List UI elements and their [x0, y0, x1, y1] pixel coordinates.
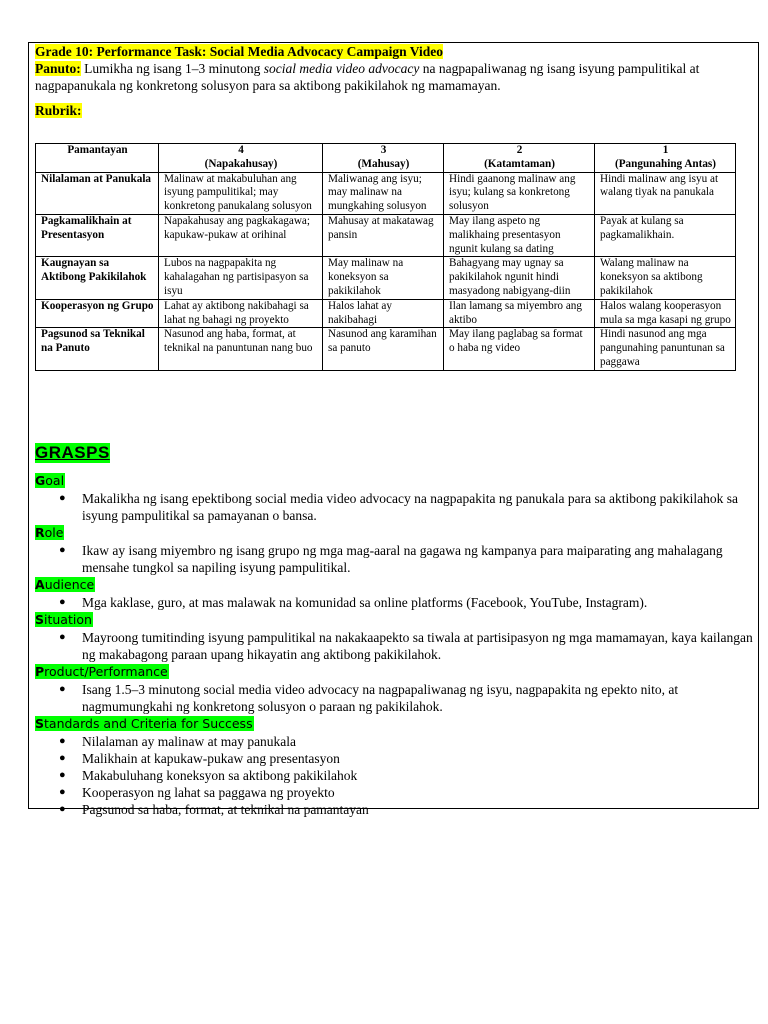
- item-text: Makalikha ng isang epektibong social media video advocacy na nagpapakita ng panukala para sa aktibong pakikilahok sa isyung pampulitikal sa pamayanan o bansa.: [82, 491, 739, 523]
- list-item: [35, 594, 755, 611]
- rubric-cell: Walang malinaw na koneksyon sa aktibong pakikilahok: [595, 257, 736, 299]
- header-score-4: [159, 144, 323, 173]
- list-item: [35, 490, 755, 524]
- label-rest: ituation: [44, 612, 92, 627]
- header-pamantayan: [36, 144, 159, 173]
- table-row: [36, 328, 736, 370]
- table-row: [36, 214, 736, 256]
- rubric-cell: Halos walang kooperasyon mula sa mga kasapi ng grupo: [595, 299, 736, 328]
- rubrik-label-text: Rubrik:: [35, 103, 82, 118]
- score-number: 2: [516, 144, 523, 156]
- bullet-icon: ●: [59, 683, 66, 695]
- rubric-cell: Hindi nasunod ang mga pangunahing panuntunan sa paggawa: [595, 328, 736, 370]
- score-number: 3: [380, 144, 387, 156]
- rubric-cell: Maliwanag ang isyu; may malinaw na mungkahing solusyon: [323, 172, 444, 214]
- document-body: [35, 44, 755, 817]
- rubric-cell: Lahat ay aktibong nakibahagi sa lahat ng bahagi ng proyekto: [159, 299, 323, 328]
- label-initial: G: [35, 473, 46, 488]
- rubric-header-row: [36, 144, 736, 173]
- score-label: (Mahusay): [357, 157, 410, 170]
- panuto-text-italic: social media video advocacy: [263, 61, 420, 76]
- instructions: [35, 60, 755, 94]
- label-initial: S: [35, 716, 45, 731]
- rubric-cell: Ilan lamang sa miyembro ang aktibo: [444, 299, 595, 328]
- rubric-cell: Bahagyang may ugnay sa pakikilahok ngunit hindi masyadong nabigyang-diin: [444, 257, 595, 299]
- bullet-icon: ●: [59, 752, 66, 764]
- grasps-sections: [35, 472, 755, 818]
- label-rest: roduct/Performance: [44, 664, 168, 679]
- rubric-cell: May ilang aspeto ng malikhaing presentasyon ngunit kulang sa dating: [444, 214, 595, 256]
- rubric-cell: May ilang paglabag sa format o haba ng video: [444, 328, 595, 370]
- score-number: 4: [238, 144, 244, 156]
- grasps-section-situation: [35, 611, 755, 663]
- grasps-section-standards: [35, 715, 755, 818]
- panuto-text-after: na nagpapaliwanag ng isang isyung pampulitikal at nagpapanukala ng konkretong solusyon para sa aktibong pakikilahok ng mamamayan.: [35, 61, 700, 93]
- grasps-section-role: [35, 524, 755, 576]
- header-score-3: [323, 144, 444, 173]
- rubric-cell: Hindi gaanong malinaw ang isyu; kulang sa konkretong solusyon: [444, 172, 595, 214]
- criterion-cell: Kooperasyon ng Grupo: [36, 299, 159, 328]
- rubric-cell: Nasunod ang haba, format, at teknikal na panuntunan nang buo: [159, 328, 323, 370]
- label-rest: tandards and Criteria for Success: [44, 716, 253, 731]
- bullet-icon: ●: [59, 735, 66, 747]
- rubric-cell: Halos lahat ay nakibahagi: [323, 299, 444, 328]
- list-item: [35, 629, 755, 663]
- bullet-icon: ●: [59, 596, 66, 608]
- rubric-cell: Hindi malinaw ang isyu at walang tiyak na panukala: [595, 172, 736, 214]
- panuto-text-before: Lumikha ng isang 1–3 minutong: [80, 61, 264, 76]
- label-initial: A: [35, 577, 45, 592]
- rubric-cell: Payak at kulang sa pagkamalikhain.: [595, 214, 736, 256]
- bullet-icon: ●: [59, 769, 66, 781]
- criterion-cell: Pagkamalikhain at Presentasyon: [36, 214, 159, 256]
- section-label: [35, 663, 169, 680]
- item-text: Mayroong tumitinding isyung pampulitikal na nakakaapekto sa tiwala at partisipasyon ng mga mamamayan, kaya kailangan ng makabagong paraan upang hikayatin ang aktibong pakikilahok.: [82, 630, 753, 662]
- score-number: 1: [662, 144, 669, 156]
- bullet-icon: ●: [59, 786, 66, 798]
- rubric-cell: Nasunod ang karamihan sa panuto: [323, 328, 444, 370]
- rubric-cell: Malinaw at makabuluhan ang isyung pampulitikal; may konkretong panukalang solusyon: [159, 172, 323, 214]
- criterion-cell: Nilalaman at Panukala: [36, 172, 159, 214]
- rubric-cell: Mahusay at makatawag pansin: [323, 214, 444, 256]
- bullet-icon: ●: [59, 631, 66, 643]
- item-text: Mga kaklase, guro, at mas malawak na komunidad sa online platforms (Facebook, YouTube, Instagram).: [82, 595, 648, 610]
- list-item: [35, 801, 755, 818]
- rubric-cell: Napakahusay ang pagkakagawa; kapukaw-pukaw at orihinal: [159, 214, 323, 256]
- bullet-icon: ●: [59, 492, 66, 504]
- list-item: [35, 733, 755, 750]
- item-text: Ikaw ay isang miyembro ng isang grupo ng mga mag-aaral na gagawa ng kampanya para maiparating ang mahalagang mensahe tungkol sa napiling isyung pampulitikal.: [82, 543, 723, 575]
- title-text: Grade 10: Performance Task: Social Media Advocacy Campaign Video: [35, 44, 443, 59]
- list-item: [35, 681, 755, 715]
- grasps-section-goal: [35, 472, 755, 524]
- rubrik-label: [35, 102, 755, 119]
- rubric-cell: May malinaw na koneksyon sa pakikilahok: [323, 257, 444, 299]
- bullet-icon: ●: [59, 803, 66, 815]
- header-score-1: [595, 144, 736, 173]
- score-label: (Katamtaman): [484, 157, 555, 170]
- score-label: (Pangunahing Antas): [614, 157, 717, 170]
- table-row: [36, 299, 736, 328]
- label-rest: oal: [45, 473, 65, 488]
- item-text: Makabuluhang koneksyon sa aktibong pakikilahok: [82, 768, 358, 783]
- section-label: [35, 715, 254, 732]
- panuto-label: Panuto:: [35, 61, 81, 76]
- criterion-cell: Pagsunod sa Teknikal na Panuto: [36, 328, 159, 370]
- list-item: [35, 542, 755, 576]
- list-item: [35, 784, 755, 801]
- table-row: [36, 257, 736, 299]
- criterion-cell: Kaugnayan sa Aktibong Pakikilahok: [36, 257, 159, 299]
- rubric-table: [35, 143, 736, 371]
- label-initial: P: [35, 664, 45, 679]
- label-initial: S: [35, 612, 45, 627]
- section-label: [35, 524, 64, 541]
- header-label: Pamantayan: [67, 144, 128, 156]
- item-text: Pagsunod sa haba, format, at teknikal na pamantayan: [82, 802, 369, 817]
- label-rest: ole: [44, 525, 64, 540]
- item-text: Isang 1.5–3 minutong social media video advocacy na nagpapaliwanag ng isyu, nagpapakita ng epekto nito, at nagmumungkahi ng konkretong solusyon o paraan ng pakikilahok.: [82, 682, 679, 714]
- rubric-cell: Lubos na nagpapakita ng kahalagahan ng partisipasyon sa isyu: [159, 257, 323, 299]
- header-score-2: [444, 144, 595, 173]
- section-label: [35, 611, 93, 628]
- grasps-section-product: [35, 663, 755, 715]
- grasps-heading: GRASPS: [35, 443, 110, 462]
- label-initial: R: [35, 525, 45, 540]
- document-title: [35, 44, 755, 60]
- item-text: Nilalaman ay malinaw at may panukala: [82, 734, 297, 749]
- item-text: Malikhain at kapukaw-pukaw ang presentasyon: [82, 751, 340, 766]
- table-row: [36, 172, 736, 214]
- score-label: (Napakahusay): [204, 157, 278, 170]
- list-item: [35, 750, 755, 767]
- item-text: Kooperasyon ng lahat sa paggawa ng proyekto: [82, 785, 335, 800]
- grasps-section-audience: [35, 576, 755, 611]
- section-label: [35, 576, 95, 593]
- section-label: [35, 472, 65, 489]
- bullet-icon: ●: [59, 544, 66, 556]
- label-rest: udience: [44, 577, 95, 592]
- list-item: [35, 767, 755, 784]
